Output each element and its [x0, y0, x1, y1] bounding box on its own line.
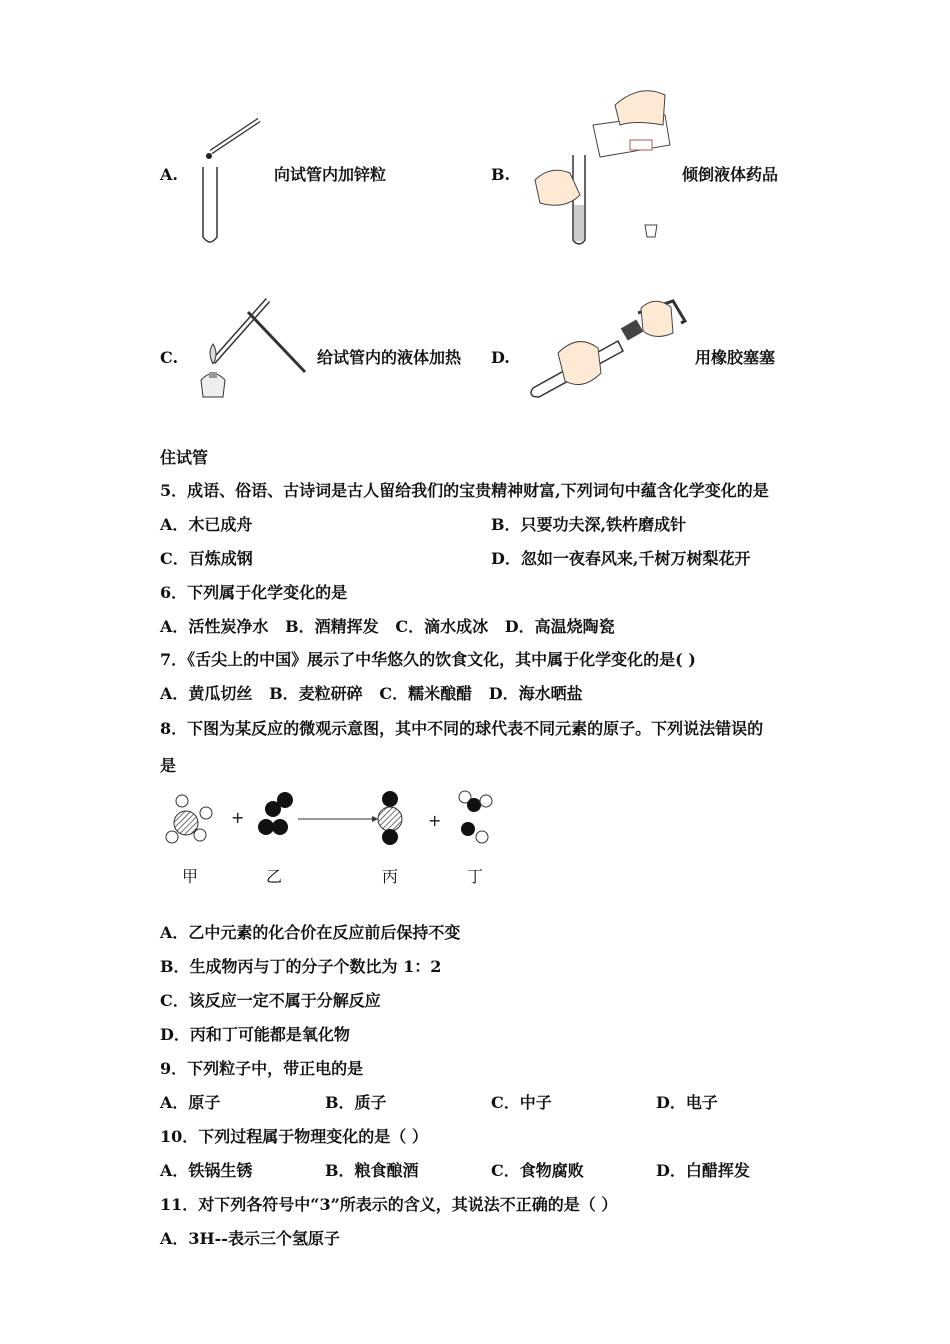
plus-sign-2: + — [428, 811, 442, 830]
q5-stem: 5．成语、俗语、古诗词是古人留给我们的宝贵精神财富,下列词句中蕴含化学变化的是 — [160, 481, 769, 500]
q8-option-d: D．丙和丁可能都是氧化物 — [160, 1025, 350, 1044]
option-b-letter: B. — [491, 165, 511, 184]
option-c-caption: 给试管内的液体加热 — [317, 348, 462, 367]
q7-stem: 7．《舌尖上的中国》展示了中华悠久的饮食文化，其中属于化学变化的是( ) — [160, 650, 696, 669]
plus-sign-1: + — [231, 808, 245, 827]
q8-option-c: C．该反应一定不属于分解反应 — [160, 991, 381, 1010]
q8-stem-line1: 8．下图为某反应的微观示意图，其中不同的球代表不同元素的原子。下列说法错误的 — [160, 719, 764, 738]
q11-option-a: A．3H--表示三个氢原子 — [160, 1229, 340, 1248]
q9-option-a: A．原子 — [160, 1093, 221, 1112]
q10-option-c: C．食物腐败 — [491, 1161, 584, 1180]
q5-option-b: B．只要功夫深,铁杵磨成针 — [491, 515, 687, 534]
option-a-letter: A. — [160, 165, 178, 184]
molecule-ding — [459, 791, 492, 843]
insert-stopper-illustration — [523, 293, 693, 403]
label-yi: 乙 — [266, 867, 283, 886]
heat-liquid-illustration — [193, 292, 313, 404]
q8-option-b: B．生成物丙与丁的分子个数比为 1：2 — [160, 957, 442, 976]
q5-option-c: C．百炼成钢 — [160, 549, 253, 568]
molecule-jia — [166, 795, 212, 843]
option-d-letter: D. — [491, 348, 510, 367]
q9-option-c: C．中子 — [491, 1093, 552, 1112]
q11-stem: 11．对下列各符号中“3”所表示的含义，其说法不正确的是（ ） — [160, 1195, 618, 1214]
label-bing: 丙 — [382, 867, 399, 886]
q7-options: A．黄瓜切丝 B．麦粒研碎 C．糯米酿醋 D．海水晒盐 — [160, 684, 583, 703]
q9-stem: 9．下列粒子中，带正电的是 — [160, 1059, 364, 1078]
label-ding: 丁 — [467, 867, 484, 886]
q10-option-b: B．粮食酿酒 — [325, 1161, 419, 1180]
q8-stem-line2: 是 — [160, 756, 177, 775]
option-c-letter: C. — [160, 348, 179, 367]
q10-stem: 10．下列过程属于物理变化的是（ ） — [160, 1127, 428, 1146]
q10-option-d: D．白醋挥发 — [656, 1161, 750, 1180]
pour-liquid-illustration — [525, 85, 675, 250]
q6-options: A．活性炭净水 B．酒精挥发 C．滴水成冰 D．高温烧陶瓷 — [160, 617, 615, 636]
q6-stem: 6．下列属于化学变化的是 — [160, 583, 348, 602]
q8-option-a: A．乙中元素的化合价在反应前后保持不变 — [160, 923, 461, 942]
molecule-yi — [258, 792, 293, 835]
q5-option-d: D．忽如一夜春风来,千树万树梨花开 — [491, 549, 751, 568]
option-d-caption-continued: 住试管 — [160, 448, 209, 467]
molecule-bing — [378, 791, 402, 845]
option-b-caption: 倾倒液体药品 — [682, 165, 779, 184]
add-zinc-illustration — [195, 112, 265, 247]
q9-option-d: D．电子 — [656, 1093, 718, 1112]
q9-option-b: B．质子 — [325, 1093, 387, 1112]
option-a-caption: 向试管内加锌粒 — [274, 165, 387, 184]
reaction-diagram — [160, 785, 520, 855]
label-jia: 甲 — [182, 867, 199, 886]
option-d-caption: 用橡胶塞塞 — [695, 348, 776, 367]
q5-option-a: A．木已成舟 — [160, 515, 253, 534]
q10-option-a: A．铁锅生锈 — [160, 1161, 253, 1180]
